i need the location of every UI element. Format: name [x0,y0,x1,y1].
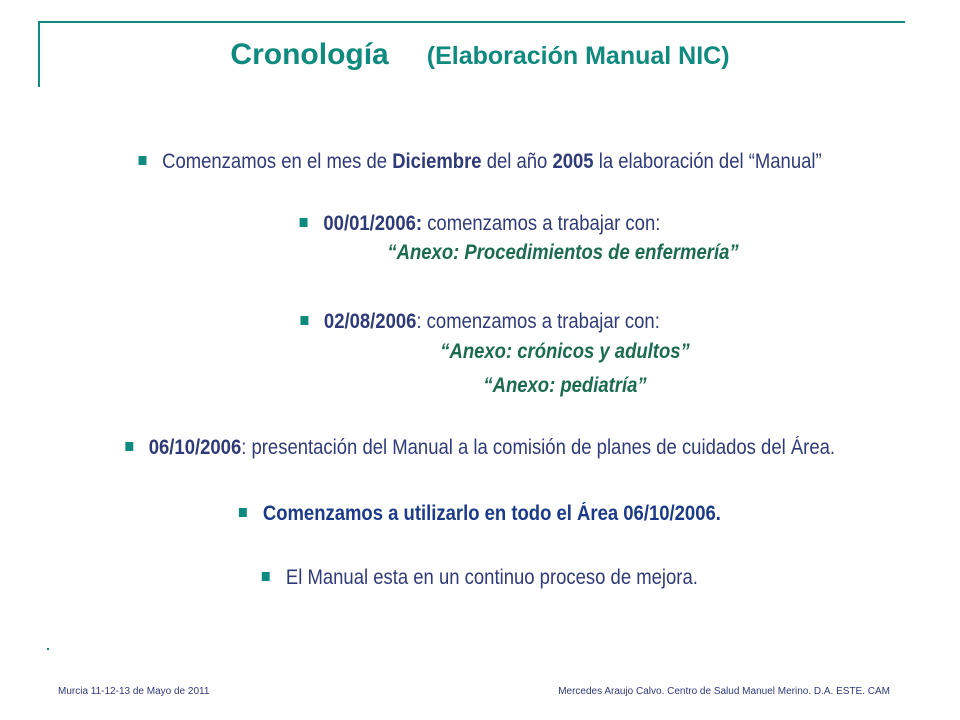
annex-pediatria: “Anexo: pediatría” [483,374,647,397]
square-bullet-icon [138,156,146,165]
square-bullet-icon [239,508,247,517]
list-item-2006-01: 00/01/2006: comenzamos a trabajar con: [58,212,903,236]
square-bullet-icon [300,218,308,227]
list-item-uso-area: Comenzamos a utilizarlo en todo el Área 06/10/2006. [58,502,903,526]
title-main: Cronología [230,38,389,71]
square-bullet-icon [262,572,270,581]
footer-author: Mercedes Araujo Calvo. Centro de Salud Manuel Merino. D.A. ESTE. CAM [558,686,890,697]
list-item-2006-08: 02/08/2006: comenzamos a trabajar con: [58,310,903,334]
list-item-start: Comenzamos en el mes de Diciembre del año 2005 la elaboración del “Manual” [58,150,903,174]
list-item-mejora: El Manual esta en un continuo proceso de mejora. [58,566,903,590]
stray-dot [47,648,49,650]
slide-title [0,38,960,72]
frame-top-line [40,21,905,23]
title-sub: (Elaboración Manual NIC) [426,42,730,70]
square-bullet-icon [125,442,133,451]
list-item-2006-10: 06/10/2006: presentación del Manual a la comisión de planes de cuidados del Área. [58,436,903,460]
square-bullet-icon [300,316,308,325]
annex-procedimientos: “Anexo: Procedimientos de enfermería” [387,241,739,264]
footer-date-place: Murcia 11-12-13 de Mayo de 2011 [58,686,210,697]
annex-cronicos: “Anexo: crónicos y adultos” [440,340,690,363]
